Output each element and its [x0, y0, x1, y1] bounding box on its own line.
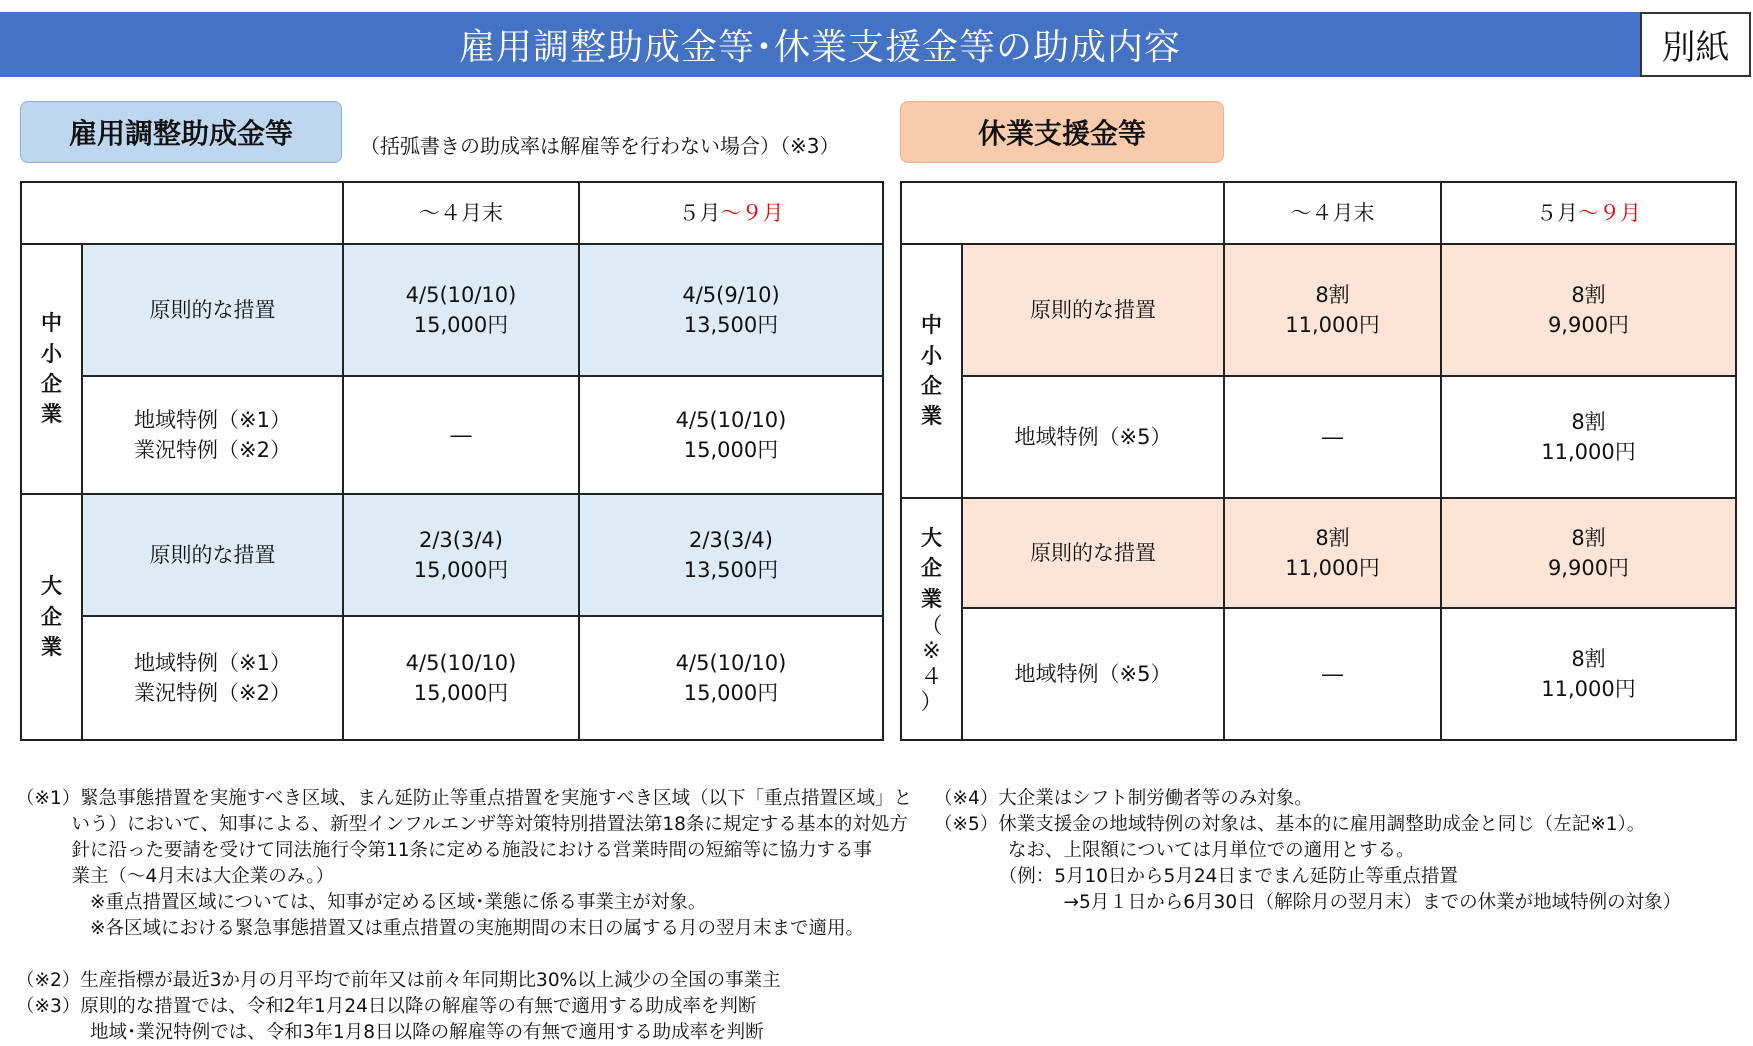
- col-header-may-september: ５月～９月: [579, 182, 883, 244]
- leave-support-table: [900, 181, 1737, 741]
- footnote-line: いう）において、知事による、新型インフルエンザ等対策特別措置法第18条に規定する基本的対処方: [16, 814, 908, 835]
- row-label: 地域特例（※5）: [962, 608, 1224, 740]
- footnote-line: なお、上限額については月単位での適用とする。: [934, 840, 1415, 861]
- table-row: [901, 608, 1736, 740]
- value-cell: 8割 9,900円: [1441, 244, 1736, 376]
- footnotes-right: [934, 786, 1681, 916]
- row-label: 地域特例（※5）: [962, 376, 1224, 498]
- value-cell: 8割 9,900円: [1441, 498, 1736, 608]
- rate-note: （括弧書きの助成率は解雇等を行わない場合）（※3）: [360, 134, 840, 158]
- value-cell: ―: [1224, 608, 1441, 740]
- value-cell: 4/5(9/10) 13,500円: [579, 244, 883, 376]
- row-label: 地域特例（※1） 業況特例（※2）: [82, 376, 343, 494]
- row-label: 原則的な措置: [82, 244, 343, 376]
- value-cell: 4/5(10/10) 15,000円: [579, 616, 883, 740]
- footnote-line: （※1）緊急事態措置を実施すべき区域、まん延防止等重点措置を実施すべき区域（以下「重点措置区域」と: [16, 788, 913, 809]
- sme-label: 中 小 企 業: [21, 244, 82, 494]
- col-header-until-april: ～４月末: [1224, 182, 1441, 244]
- footnote-line: ※重点措置区域については、知事が定める区域･業態に係る事業主が対象。: [16, 892, 707, 913]
- footnote-line: （※4）大企業はシフト制労働者等のみ対象。: [934, 788, 1313, 809]
- page-title: 雇用調整助成金等･休業支援金等の助成内容: [458, 27, 1181, 68]
- footnote-line: （※2）生産指標が最近3か月の月平均で前年又は前々年同期比30%以上減少の全国の事業主: [16, 970, 781, 991]
- table-header-row: [21, 182, 883, 244]
- row-label: 原則的な措置: [82, 494, 343, 616]
- footnote-line: 針に沿った要請を受けて同法施行令第11条に定める施設における営業時間の短縮等に協力する事: [16, 840, 873, 861]
- employment-adjustment-table: [20, 181, 884, 741]
- header-empty-cell: [21, 182, 343, 244]
- footnote-line: 地域･業況特例では、令和3年1月8日以降の解雇等の有無で適用する助成率を判断: [16, 1022, 764, 1043]
- footnote-line: ※各区域における緊急事態措置又は重点措置の実施期間の末日の属する月の翌月末まで適用。: [16, 918, 865, 939]
- large-enterprise-label: 大 企 業 （ ※ ４ ）: [901, 498, 962, 740]
- table-row: [901, 244, 1736, 376]
- row-label: 地域特例（※1） 業況特例（※2）: [82, 616, 343, 740]
- footnotes-left: [16, 786, 912, 1046]
- value-cell: 2/3(3/4) 13,500円: [579, 494, 883, 616]
- header-empty-cell: [901, 182, 1224, 244]
- section-title-employment-adjustment: 雇用調整助成金等: [20, 101, 342, 163]
- footnote-line: （例：5月10日から5月24日までまん延防止等重点措置: [934, 866, 1458, 887]
- attachment-tag: 別紙: [1640, 12, 1751, 77]
- value-cell: 8割 11,000円: [1441, 608, 1736, 740]
- col-header-until-april: ～４月末: [343, 182, 579, 244]
- table-row: [21, 244, 883, 376]
- footnote-line: （※5）休業支援金の地域特例の対象は、基本的に雇用調整助成金と同じ（左記※1）。: [934, 814, 1646, 835]
- sme-label: 中 小 企 業: [901, 244, 962, 498]
- value-cell: 4/5(10/10) 15,000円: [343, 244, 579, 376]
- section-title-leave-support: 休業支援金等: [900, 101, 1224, 163]
- table-header-row: [901, 182, 1736, 244]
- value-cell: 4/5(10/10) 15,000円: [579, 376, 883, 494]
- table-row: [21, 616, 883, 740]
- page-header: [0, 12, 1640, 77]
- value-cell: 8割 11,000円: [1441, 376, 1736, 498]
- table-row: [901, 376, 1736, 498]
- footnote-line: 業主（～4月末は大企業のみ。）: [16, 866, 335, 887]
- value-cell: 2/3(3/4) 15,000円: [343, 494, 579, 616]
- value-cell: 8割 11,000円: [1224, 498, 1441, 608]
- table-row: [901, 498, 1736, 608]
- table-row: [21, 494, 883, 616]
- row-label: 原則的な措置: [962, 244, 1224, 376]
- footnote-line: [16, 942, 912, 968]
- footnote-line: （※3）原則的な措置では、令和2年1月24日以降の解雇等の有無で適用する助成率を判断: [16, 996, 757, 1017]
- value-cell: 8割 11,000円: [1224, 244, 1441, 376]
- footnote-line: →5月１日から6月30日（解除月の翌月末）までの休業が地域特例の対象）: [934, 892, 1682, 913]
- col-header-may-september: ５月～９月: [1441, 182, 1736, 244]
- table-row: [21, 376, 883, 494]
- value-cell: 4/5(10/10) 15,000円: [343, 616, 579, 740]
- value-cell: ―: [343, 376, 579, 494]
- large-enterprise-label: 大 企 業: [21, 494, 82, 740]
- value-cell: ―: [1224, 376, 1441, 498]
- row-label: 原則的な措置: [962, 498, 1224, 608]
